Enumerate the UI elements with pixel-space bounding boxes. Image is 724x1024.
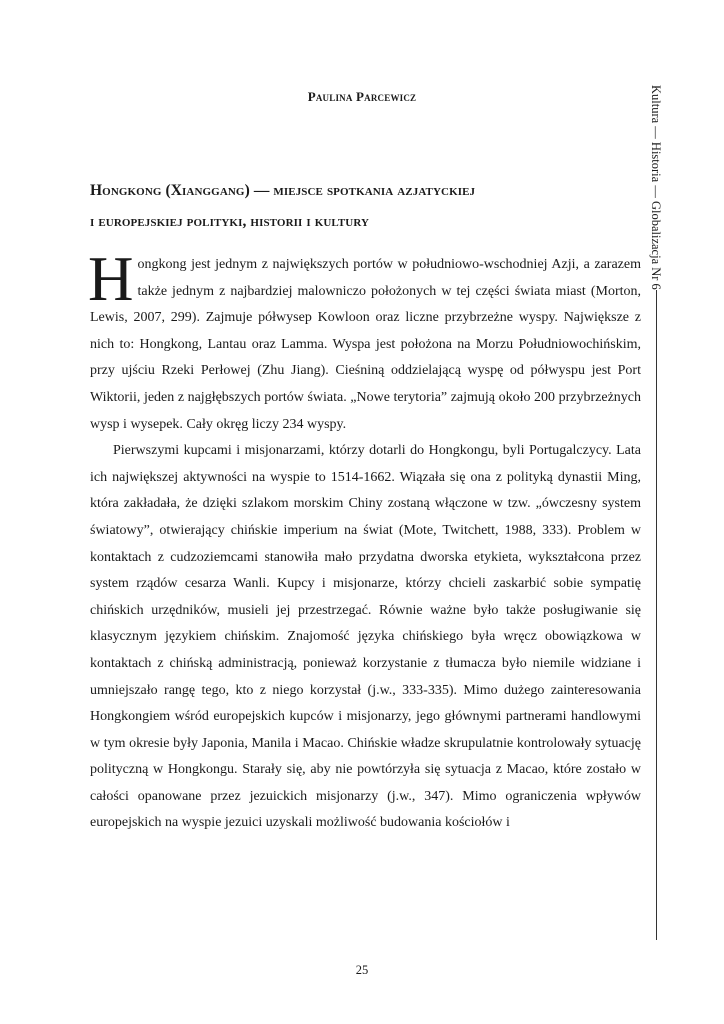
side-vertical-rule <box>656 290 657 940</box>
paragraph-1-text: ongkong jest jednym z największych portów w południowo-wschodniej Azji, a zarazem także jednym z najbardziej malowniczo położonych w tej części świata miast (Morton, Lewis, 2007, 299). Zajmuje półwysep Kowloon oraz liczne przybrzeżne wyspy. Największe z nich to: Hongkong, Lantau oraz Lamma. Wyspa jest położona na Morzu Południowochińskim, przy ujściu Rzeki Perłowej (Zhu Jiang). Cieśniną oddzielającą wyspę od półwyspu jest Port Wiktorii, jeden z najgłębszych portów świata. „Nowe terytoria” zajmują około 200 przybrzeżnych wysp i wysepek. Cały okręg liczy 234 wyspy. <box>90 257 641 432</box>
journal-side-label: Kultura — Historia — Globalizacja Nr 6 <box>649 85 663 290</box>
paragraph-2: Pierwszymi kupcami i misjonarzami, którzy dotarli do Hongkongu, byli Portugalczycy. Lata ich największej aktywności na wyspie to 1514-1662. Wiązała się ona z polityką dynastii Ming, która zakładała, że dzięki szlakom morskim Chiny zostaną włączone w tzw. „ówczesny system światowy”, otwierający chińskie imperium na świat (Mote, Twitchett, 1988, 333). Problem w kontaktach z cudzoziemcami stanowiła mało przydatna dworska etykieta, wykształcona przez system rządów cesarza Wanli. Kupcy i misjonarze, którzy chcieli zaskarbić sobie sympatię chińskich urzędników, musieli jej przestrzegać. Równie ważne było także posługiwanie się klasycznym językiem chińskim. Znajomość języka chińskiego była wręcz obowiązkowa w kontaktach z chińską administracją, ponieważ korzystanie z tłumacza było niemile widziane i umniejszało rangę tego, kto z niego korzystał (j.w., 333-335). Mimo dużego zainteresowania Hongkongiem wśród europejskich kupców i misjonarzy, jego głównymi partnerami handlowymi w tym okresie były Japonia, Manila i Macao. Chińskie władze skrupulatnie kontrolowały sytuację polityczną w Hongkongu. Starały się, aby nie powtórzyła się sytuacja z Macao, które zostało w całości opanowane przez jezuickich misjonarzy (j.w., 347). Mimo ograniczenia wpływów europejskich na wyspie jezuici uzyskali możliwość budowania kościołów i <box>90 443 641 831</box>
article-title <box>90 175 645 237</box>
author-name: Paulina Parcewicz <box>307 89 417 104</box>
page-number: 25 <box>355 963 369 977</box>
paragraph-1 <box>88 244 641 438</box>
article-body <box>88 244 641 837</box>
drop-cap: H <box>88 244 134 314</box>
title-line-2: i europejskiej polityki, historii i kultury <box>90 213 370 230</box>
title-line-1: Hongkong (Xianggang) — miejsce spotkania azjatyckiej <box>90 182 476 199</box>
